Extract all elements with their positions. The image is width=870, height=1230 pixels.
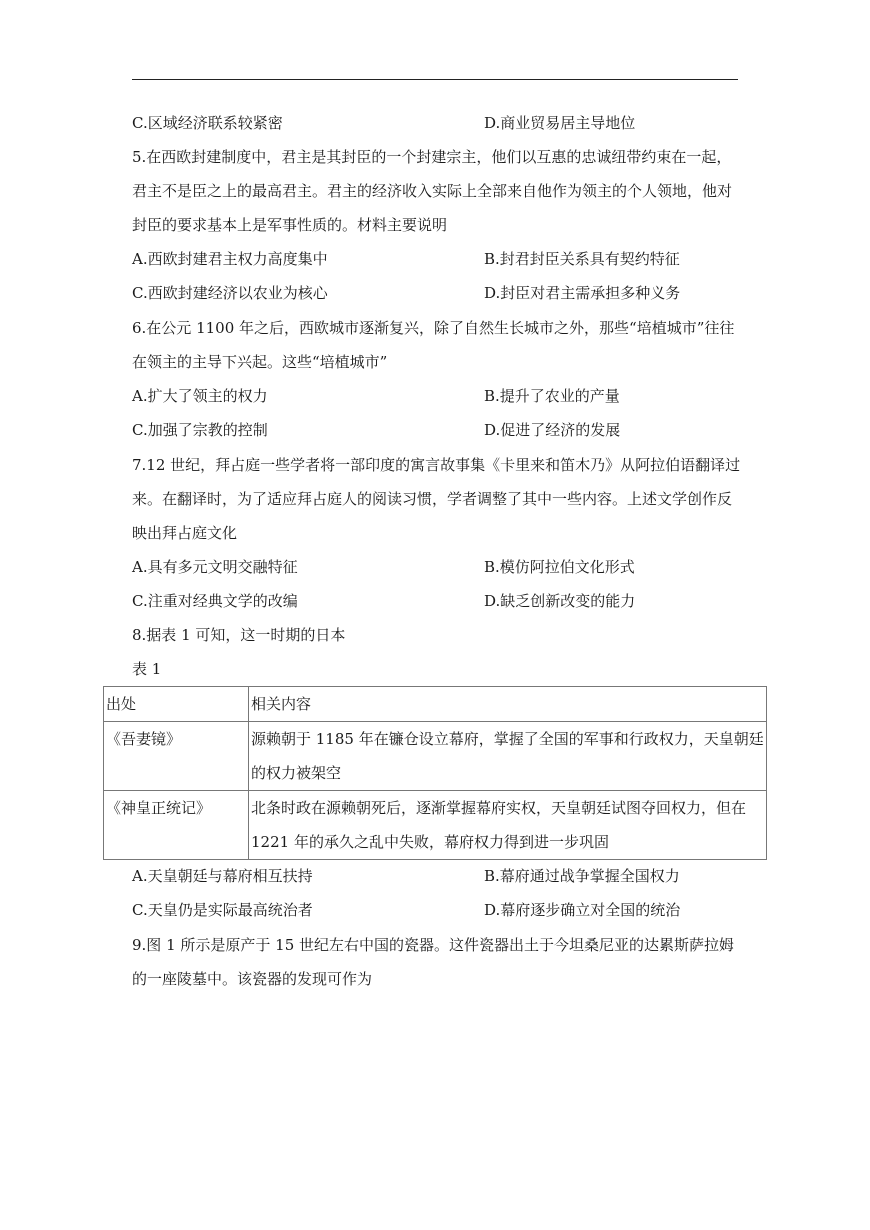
q5-stem-line-2: 君主不是臣之上的最高君主。君主的经济收入实际上全部来自他作为领主的个人领地，他对 — [132, 182, 733, 200]
q8-option-d: D.幕府逐步确立对全国的统治 — [484, 901, 681, 919]
q4-option-c: C.区域经济联系较紧密 — [132, 114, 283, 132]
q8-option-b: B.幕府通过战争掌握全国权力 — [484, 867, 680, 885]
q5-stem-line-1: 5.在西欧封建制度中，君主是其封臣的一个封建宗主，他们以互惠的忠诚纽带约束在一起， — [132, 148, 732, 166]
q7-option-c: C.注重对经典文学的改编 — [132, 592, 298, 610]
q6-option-a: A.扩大了领主的权力 — [132, 387, 268, 405]
q6-option-d: D.促进了经济的发展 — [484, 421, 621, 439]
q6-option-b: B.提升了农业的产量 — [484, 387, 620, 405]
table-cell-line: 北条时政在源赖朝死后，逐渐掌握幕府实权，天皇朝廷试图夺回权力，但在 — [251, 799, 747, 817]
table-cell-line: 源赖朝于 1185 年在镰仓设立幕府，掌握了全国的军事和行政权力，天皇朝廷 — [251, 730, 764, 748]
q9-stem-line-2: 的一座陵墓中。该瓷器的发现可作为 — [132, 970, 373, 988]
q5-stem-line-3: 封臣的要求基本上是军事性质的。材料主要说明 — [132, 216, 448, 234]
q6-stem-line-1: 6.在公元 1100 年之后，西欧城市逐渐复兴，除了自然生长城市之外，那些“培植城市”往往 — [132, 319, 735, 337]
q5-option-a: A.西欧封建君主权力高度集中 — [132, 250, 328, 268]
q5-option-d: D.封臣对君主需承担多种义务 — [484, 284, 681, 302]
table-row — [104, 791, 767, 860]
q7-option-a: A.具有多元文明交融特征 — [132, 558, 298, 576]
q7-option-b: B.模仿阿拉伯文化形式 — [484, 558, 635, 576]
table-cell-source: 《神皇正统记》 — [104, 791, 249, 860]
q8-stem: 8.据表 1 可知，这一时期的日本 — [132, 626, 346, 644]
q7-stem-line-2: 来。在翻译时，为了适应拜占庭人的阅读习惯，学者调整了其中一些内容。上述文学创作反 — [132, 490, 733, 508]
table-header-row — [104, 687, 767, 722]
table-row — [104, 722, 767, 791]
q5-option-b: B.封君封臣关系具有契约特征 — [484, 250, 680, 268]
history-table — [103, 686, 767, 860]
q8-option-a: A.天皇朝廷与幕府相互扶持 — [132, 867, 313, 885]
table-cell-content — [249, 722, 767, 791]
table-header-source: 出处 — [104, 687, 249, 722]
table-cell-source: 《吾妻镜》 — [104, 722, 249, 791]
table-cell-line: 的权力被架空 — [251, 764, 342, 782]
header-rule — [132, 79, 738, 80]
q9-stem-line-1: 9.图 1 所示是原产于 15 世纪左右中国的瓷器。这件瓷器出土于今坦桑尼亚的达累斯萨拉姆 — [132, 936, 735, 954]
q7-stem-line-1: 7.12 世纪，拜占庭一些学者将一部印度的寓言故事集《卡里来和笛木乃》从阿拉伯语翻译过 — [132, 456, 741, 474]
q8-option-c: C.天皇仍是实际最高统治者 — [132, 901, 313, 919]
table-cell-line: 1221 年的承久之乱中失败，幕府权力得到进一步巩固 — [251, 833, 609, 851]
table-header-content: 相关内容 — [249, 687, 767, 722]
q7-stem-line-3: 映出拜占庭文化 — [132, 524, 238, 542]
q6-stem-line-2: 在领主的主导下兴起。这些“培植城市” — [132, 353, 388, 371]
q4-option-d: D.商业贸易居主导地位 — [484, 114, 636, 132]
table-caption: 表 1 — [132, 660, 162, 678]
q6-option-c: C.加强了宗教的控制 — [132, 421, 268, 439]
table-cell-content — [249, 791, 767, 860]
q5-option-c: C.西欧封建经济以农业为核心 — [132, 284, 328, 302]
q7-option-d: D.缺乏创新改变的能力 — [484, 592, 636, 610]
